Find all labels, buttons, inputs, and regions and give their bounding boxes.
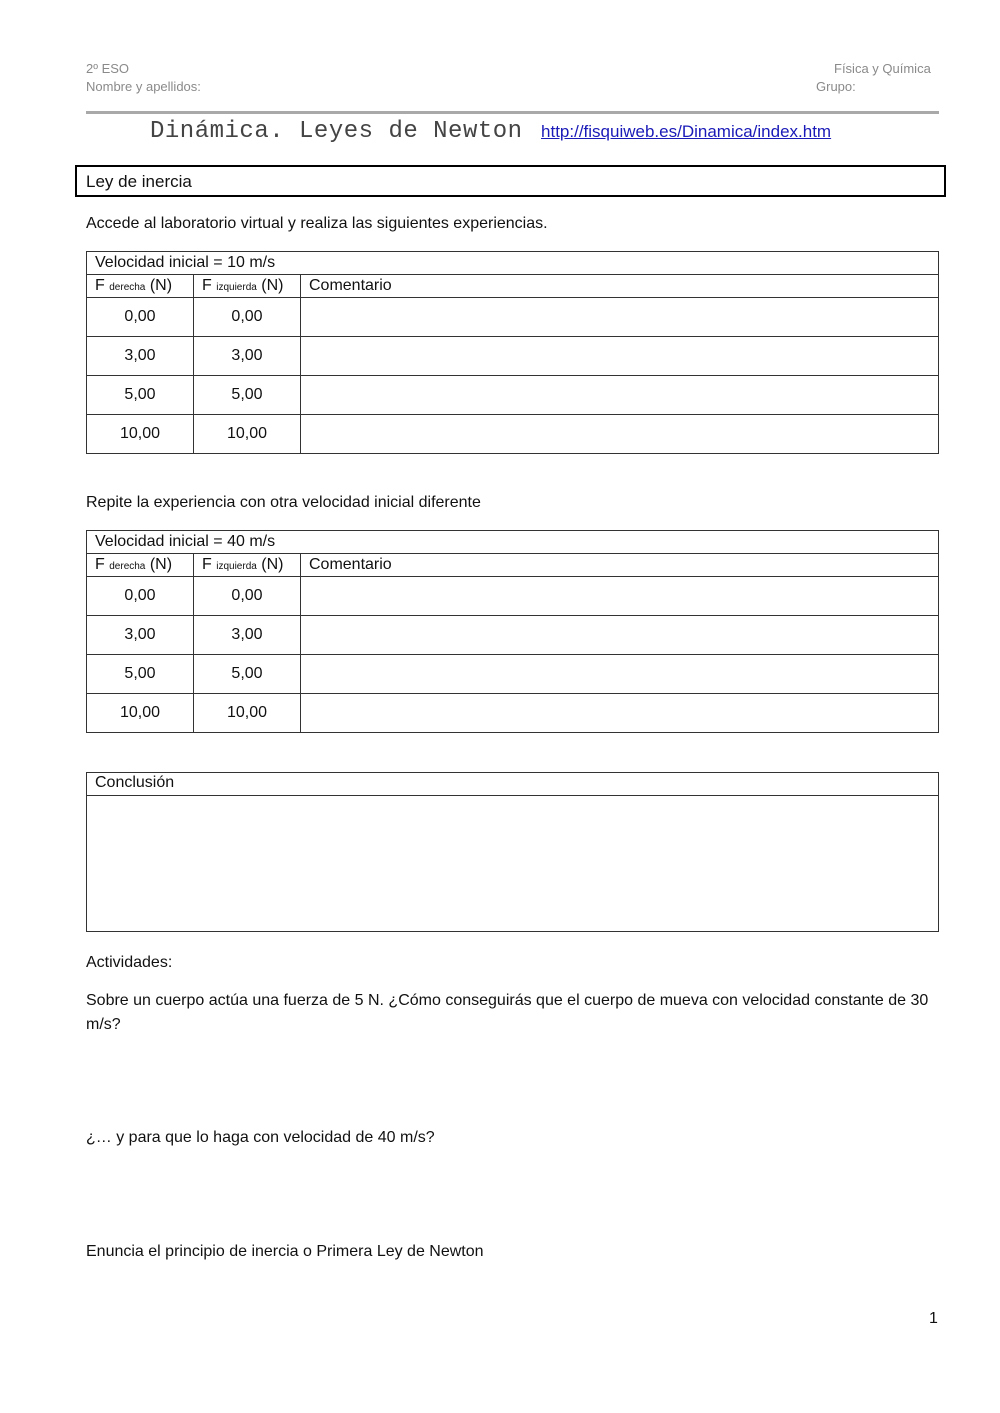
f-derecha-cell: 0,00 bbox=[87, 298, 194, 337]
conclusion-answer-area[interactable] bbox=[87, 796, 938, 930]
question-3: Enuncia el principio de inercia o Primera Ley de Newton bbox=[86, 1243, 484, 1260]
group-label: Grupo: bbox=[816, 79, 856, 94]
f-derecha-cell: 5,00 bbox=[87, 655, 194, 694]
f-derecha-cell: 10,00 bbox=[87, 415, 194, 454]
table-caption: Velocidad inicial = 10 m/s bbox=[87, 252, 939, 275]
comment-cell[interactable] bbox=[301, 376, 939, 415]
f-derecha-cell: 10,00 bbox=[87, 694, 194, 733]
header-f-izquierda: F izquierda (N) bbox=[194, 554, 301, 577]
header-left bbox=[86, 60, 201, 96]
activities-heading: Actividades: bbox=[86, 954, 173, 971]
f-izquierda-cell: 5,00 bbox=[194, 376, 301, 415]
f-izquierda-cell: 3,00 bbox=[194, 616, 301, 655]
page-number: 1 bbox=[929, 1310, 938, 1327]
subject-label: Física y Química bbox=[834, 61, 931, 76]
section-title: Ley de inercia bbox=[86, 172, 192, 191]
comment-cell[interactable] bbox=[301, 415, 939, 454]
header-f-derecha: F derecha (N) bbox=[87, 554, 194, 577]
name-label: Nombre y apellidos: bbox=[86, 79, 201, 94]
repeat-text: Repite la experiencia con otra velocidad inicial diferente bbox=[86, 494, 481, 511]
f-izquierda-cell: 0,00 bbox=[194, 577, 301, 616]
header-f-derecha: F derecha (N) bbox=[87, 275, 194, 298]
table-row bbox=[87, 376, 939, 415]
table-row bbox=[87, 298, 939, 337]
f-izquierda-cell: 10,00 bbox=[194, 415, 301, 454]
comment-cell[interactable] bbox=[301, 694, 939, 733]
table-row bbox=[87, 415, 939, 454]
question-2: ¿… y para que lo haga con velocidad de 40 m/s? bbox=[86, 1129, 435, 1146]
intro-text: Accede al laboratorio virtual y realiza las siguientes experiencias. bbox=[86, 215, 548, 232]
header-right bbox=[816, 60, 931, 96]
table-row bbox=[87, 577, 939, 616]
f-izquierda-cell: 0,00 bbox=[194, 298, 301, 337]
header-comentario: Comentario bbox=[301, 275, 939, 298]
table-row bbox=[87, 655, 939, 694]
f-derecha-cell: 3,00 bbox=[87, 616, 194, 655]
table-row bbox=[87, 337, 939, 376]
f-derecha-cell: 0,00 bbox=[87, 577, 194, 616]
comment-cell[interactable] bbox=[301, 298, 939, 337]
header-divider bbox=[86, 111, 939, 114]
title-row bbox=[150, 118, 910, 152]
experiment-table-1 bbox=[86, 251, 939, 454]
table-row bbox=[87, 694, 939, 733]
comment-cell[interactable] bbox=[301, 337, 939, 376]
course-label: 2º ESO bbox=[86, 61, 130, 76]
f-derecha-cell: 3,00 bbox=[87, 337, 194, 376]
table-row bbox=[87, 616, 939, 655]
comment-cell[interactable] bbox=[301, 616, 939, 655]
header-comentario: Comentario bbox=[301, 554, 939, 577]
experiment-table-2 bbox=[86, 530, 939, 733]
f-izquierda-cell: 3,00 bbox=[194, 337, 301, 376]
f-derecha-cell: 5,00 bbox=[87, 376, 194, 415]
comment-cell[interactable] bbox=[301, 577, 939, 616]
f-izquierda-cell: 5,00 bbox=[194, 655, 301, 694]
comment-cell[interactable] bbox=[301, 655, 939, 694]
conclusion-box bbox=[86, 772, 939, 932]
section-title-box bbox=[75, 165, 946, 197]
conclusion-title: Conclusión bbox=[87, 773, 938, 796]
table-caption: Velocidad inicial = 40 m/s bbox=[87, 531, 939, 554]
page-title: Dinámica. Leyes de Newton bbox=[150, 118, 523, 145]
question-1: Sobre un cuerpo actúa una fuerza de 5 N. ¿Cómo conseguirás que el cuerpo de mueva con velocidad constante de 30 m/s? bbox=[86, 992, 929, 1033]
f-izquierda-cell: 10,00 bbox=[194, 694, 301, 733]
reference-link[interactable]: http://fisquiweb.es/Dinamica/index.htm bbox=[541, 122, 832, 141]
header-f-izquierda: F izquierda (N) bbox=[194, 275, 301, 298]
